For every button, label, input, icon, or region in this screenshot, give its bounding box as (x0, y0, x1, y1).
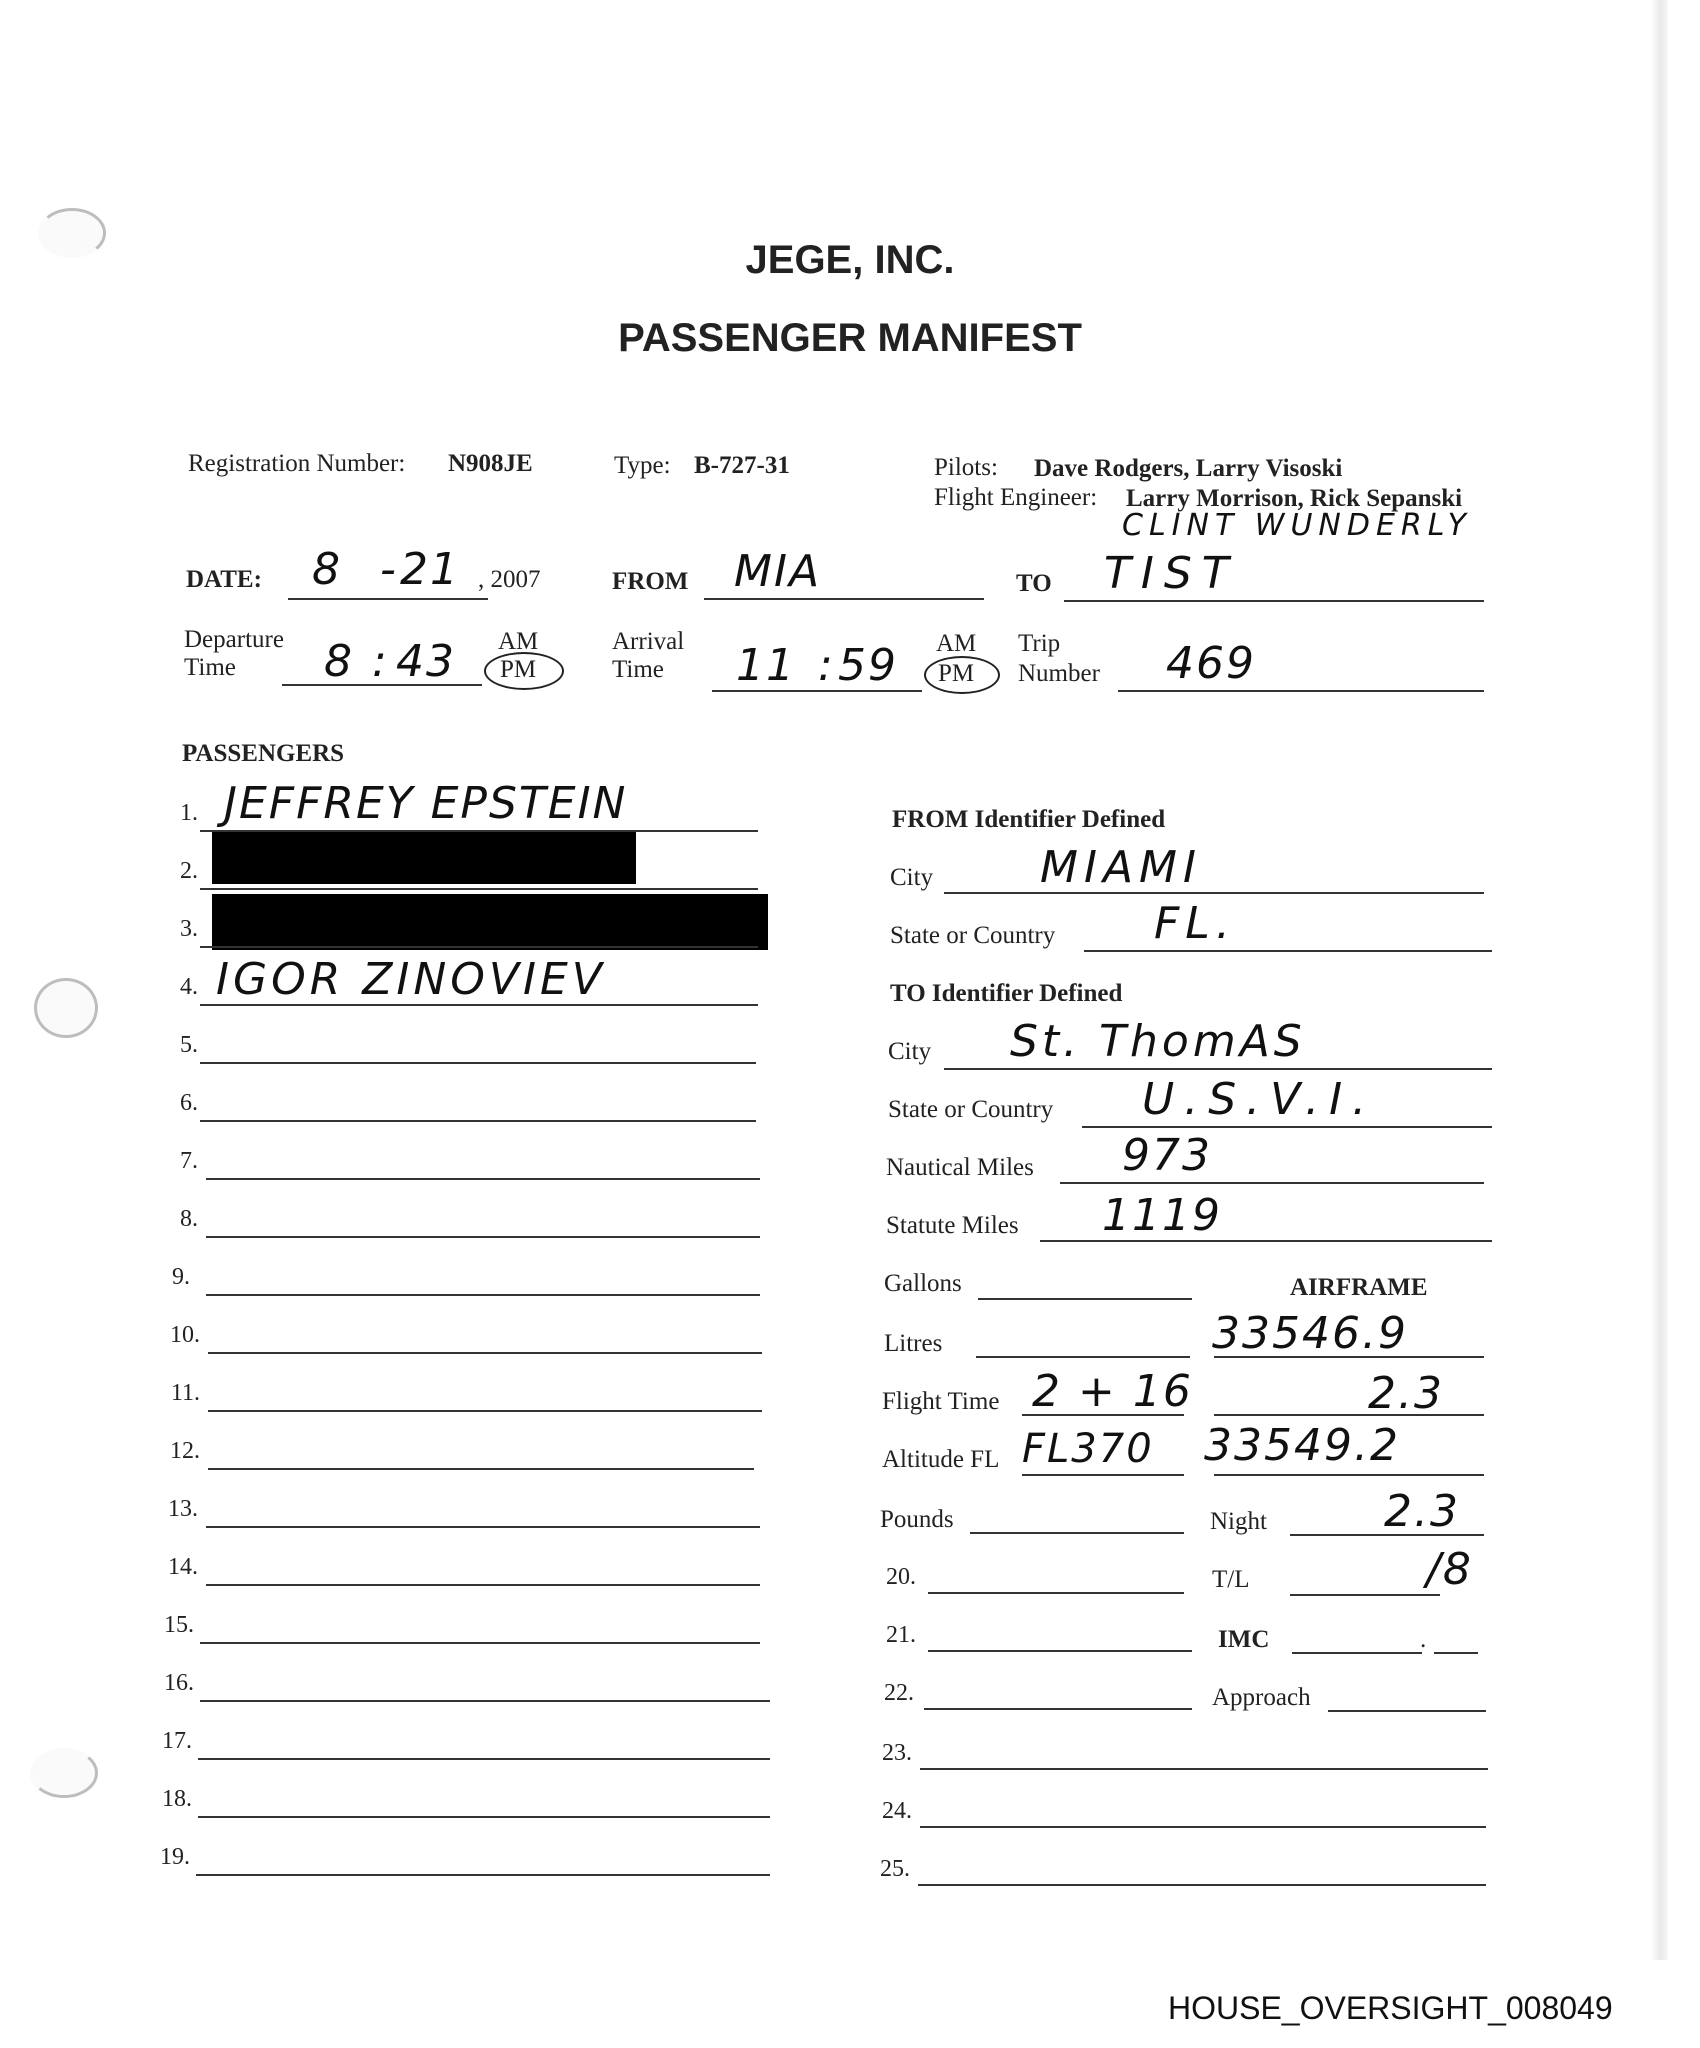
departure-hour: 8 (324, 636, 354, 687)
nautical-miles-label: Nautical Miles (886, 1154, 1034, 1181)
passenger-2-line (200, 888, 758, 890)
row-21-line (928, 1650, 1192, 1652)
departure-label-1: Departure (184, 626, 284, 653)
arrival-minutes: 59 (838, 640, 898, 691)
departure-minutes: 43 (396, 636, 456, 687)
gallons-label: Gallons (884, 1270, 962, 1297)
passenger-11-line (208, 1410, 762, 1412)
flight-engineer-handwritten: CLINT WUNDERLY (1122, 508, 1472, 543)
altitude-value: FL370 (1022, 1426, 1154, 1472)
passenger-17-line (198, 1758, 770, 1760)
gallons-line (978, 1298, 1192, 1300)
tl-value: /8 (1426, 1544, 1473, 1595)
from-state-label: State or Country (890, 922, 1056, 949)
arrival-label-2: Time (612, 656, 664, 683)
tl-line (1290, 1594, 1440, 1596)
row-25-line (918, 1884, 1486, 1886)
passenger-1-name: JEFFREY EPSTEIN (224, 778, 628, 829)
date-year: , 2007 (478, 566, 541, 593)
departure-label-2: Time (184, 654, 236, 681)
passenger-8-line (206, 1236, 760, 1238)
flight-time-airframe-value: 2.3 (1368, 1368, 1444, 1419)
passenger-4-line (200, 1004, 758, 1006)
from-city-label: City (890, 864, 934, 891)
to-line (1064, 600, 1484, 602)
row-23-line (920, 1768, 1488, 1770)
arrival-am: AM (936, 630, 977, 657)
to-state-value: U.S.V.I. (1142, 1074, 1377, 1125)
passenger-4-number: 4. (180, 974, 198, 1000)
row-22-number: 22. (884, 1680, 914, 1706)
night-value: 2.3 (1384, 1486, 1460, 1537)
passenger-4-name: IGOR ZINOVIEV (216, 954, 606, 1005)
pounds-line (970, 1532, 1184, 1534)
nautical-miles-line (1060, 1182, 1484, 1184)
passenger-14-number: 14. (168, 1554, 198, 1580)
to-city-value: St. ThomAS (1010, 1016, 1306, 1067)
passenger-12-number: 12. (170, 1438, 200, 1464)
passenger-1-number: 1. (180, 800, 198, 826)
passenger-2-number: 2. (180, 858, 198, 884)
to-state-label: State or Country (888, 1096, 1054, 1123)
from-city-line (944, 892, 1484, 894)
imc-line-right (1434, 1652, 1478, 1654)
from-state-value: FL. (1154, 898, 1236, 949)
row-24-number: 24. (882, 1798, 912, 1824)
litres-airframe-line (1214, 1356, 1484, 1358)
imc-line-left (1292, 1652, 1422, 1654)
to-city-label: City (888, 1038, 932, 1065)
statute-miles-label: Statute Miles (886, 1212, 1019, 1239)
passenger-15-line (200, 1642, 760, 1644)
night-label: Night (1210, 1508, 1267, 1535)
pounds-label: Pounds (880, 1506, 954, 1533)
passenger-3-number: 3. (180, 916, 198, 942)
date-line (288, 598, 488, 600)
registration-value: N908JE (448, 450, 533, 477)
airframe-heading: AIRFRAME (1290, 1274, 1428, 1301)
company-name: JEGE, INC. (745, 238, 955, 282)
passenger-7-number: 7. (180, 1148, 198, 1174)
row-23-number: 23. (882, 1740, 912, 1766)
arrival-pm: PM (938, 660, 975, 687)
trip-number-line (1118, 690, 1484, 692)
to-identifier-heading: TO Identifier Defined (890, 980, 1123, 1007)
type-value: B-727-31 (694, 452, 790, 479)
tl-label: T/L (1212, 1566, 1250, 1593)
type-label: Type: (614, 452, 671, 479)
arrival-pm-circle (924, 656, 1000, 694)
departure-pm: PM (500, 656, 537, 683)
to-city-line (944, 1068, 1492, 1070)
flight-time-airframe-line (1214, 1414, 1484, 1416)
passenger-7-line (206, 1178, 760, 1180)
night-line (1290, 1534, 1484, 1536)
row-20-number: 20. (886, 1564, 916, 1590)
passenger-11-number: 11. (170, 1380, 200, 1406)
imc-label: IMC (1218, 1626, 1270, 1653)
passenger-10-line (208, 1352, 762, 1354)
approach-label: Approach (1212, 1684, 1311, 1711)
date-day: 21 (400, 544, 460, 595)
pilots-label: Pilots: (934, 454, 998, 481)
arrival-hour: 11 (736, 640, 796, 691)
statute-miles-value: 1119 (1102, 1190, 1222, 1241)
litres-line (976, 1356, 1190, 1358)
altitude-airframe-value: 33549.2 (1204, 1420, 1400, 1471)
registration-label: Registration Number: (188, 450, 406, 477)
approach-line (1328, 1710, 1486, 1712)
passenger-3-redaction (212, 894, 768, 950)
to-value: TIST (1104, 548, 1239, 599)
passengers-heading: PASSENGERS (182, 740, 345, 767)
passenger-18-number: 18. (162, 1786, 192, 1812)
row-25-number: 25. (880, 1856, 910, 1882)
arrival-colon: : (818, 640, 835, 691)
trip-label-2: Number (1018, 660, 1100, 687)
row-24-line (920, 1826, 1486, 1828)
departure-colon: : (372, 636, 389, 687)
pilots-value: Dave Rodgers, Larry Visoski (1034, 455, 1343, 482)
altitude-line (1022, 1474, 1184, 1476)
binder-hole-middle (34, 978, 98, 1038)
passenger-10-number: 10. (170, 1322, 200, 1348)
from-label: FROM (612, 568, 689, 595)
row-22-line (924, 1708, 1192, 1710)
date-separator: - (380, 544, 398, 595)
nautical-miles-value: 973 (1122, 1130, 1212, 1181)
passenger-6-number: 6. (180, 1090, 198, 1116)
from-city-value: MIAMI (1040, 842, 1202, 893)
passenger-18-line (198, 1816, 770, 1818)
altitude-airframe-line (1214, 1474, 1484, 1476)
passenger-14-line (206, 1584, 760, 1586)
flight-time-line (1022, 1414, 1184, 1416)
litres-airframe-value: 33546.9 (1212, 1308, 1408, 1359)
passenger-3-line (200, 946, 758, 948)
passenger-8-number: 8. (180, 1206, 198, 1232)
row-21-number: 21. (886, 1622, 916, 1648)
from-value: MIA (734, 546, 822, 597)
flight-time-value: 2 + 16 (1032, 1366, 1193, 1417)
passenger-13-number: 13. (168, 1496, 198, 1522)
to-state-line (1082, 1126, 1492, 1128)
from-identifier-heading: FROM Identifier Defined (892, 806, 1166, 833)
from-line (704, 598, 984, 600)
arrival-line (712, 690, 922, 692)
passenger-16-number: 16. (164, 1670, 194, 1696)
row-20-line (928, 1592, 1184, 1594)
flight-time-label: Flight Time (882, 1388, 1000, 1415)
passenger-19-line (196, 1874, 770, 1876)
litres-label: Litres (884, 1330, 943, 1357)
date-label: DATE: (186, 566, 262, 593)
trip-label-1: Trip (1018, 630, 1061, 657)
departure-am: AM (498, 628, 539, 655)
passenger-9-line (206, 1294, 760, 1296)
date-month: 8 (312, 544, 342, 595)
trip-number-value: 469 (1166, 638, 1256, 689)
bates-number: HOUSE_OVERSIGHT_008049 (1168, 1990, 1613, 2026)
document-title: PASSENGER MANIFEST (618, 316, 1082, 360)
passenger-5-number: 5. (180, 1032, 198, 1058)
arrival-label-1: Arrival (612, 628, 685, 655)
binder-hole-bottom (30, 1748, 98, 1798)
flight-engineer-label: Flight Engineer: (934, 484, 1098, 511)
from-state-line (1084, 950, 1492, 952)
passenger-13-line (206, 1526, 760, 1528)
to-label: TO (1016, 570, 1052, 597)
passenger-16-line (200, 1700, 770, 1702)
departure-line (282, 684, 482, 686)
passenger-17-number: 17. (162, 1728, 192, 1754)
page-edge-shadow (1650, 0, 1668, 1960)
imc-decimal: . (1420, 1626, 1427, 1653)
altitude-label: Altitude FL (882, 1446, 1000, 1473)
passenger-15-number: 15. (164, 1612, 194, 1638)
passenger-5-line (200, 1062, 756, 1064)
passenger-9-number: 9. (172, 1264, 190, 1290)
passenger-2-redaction (212, 832, 636, 884)
passenger-12-line (208, 1468, 754, 1470)
passenger-19-number: 19. (160, 1844, 190, 1870)
departure-pm-circle (484, 652, 564, 690)
passenger-6-line (200, 1120, 756, 1122)
statute-miles-line (1040, 1240, 1492, 1242)
flight-engineer-value: Larry Morrison, Rick Sepanski (1126, 485, 1463, 512)
